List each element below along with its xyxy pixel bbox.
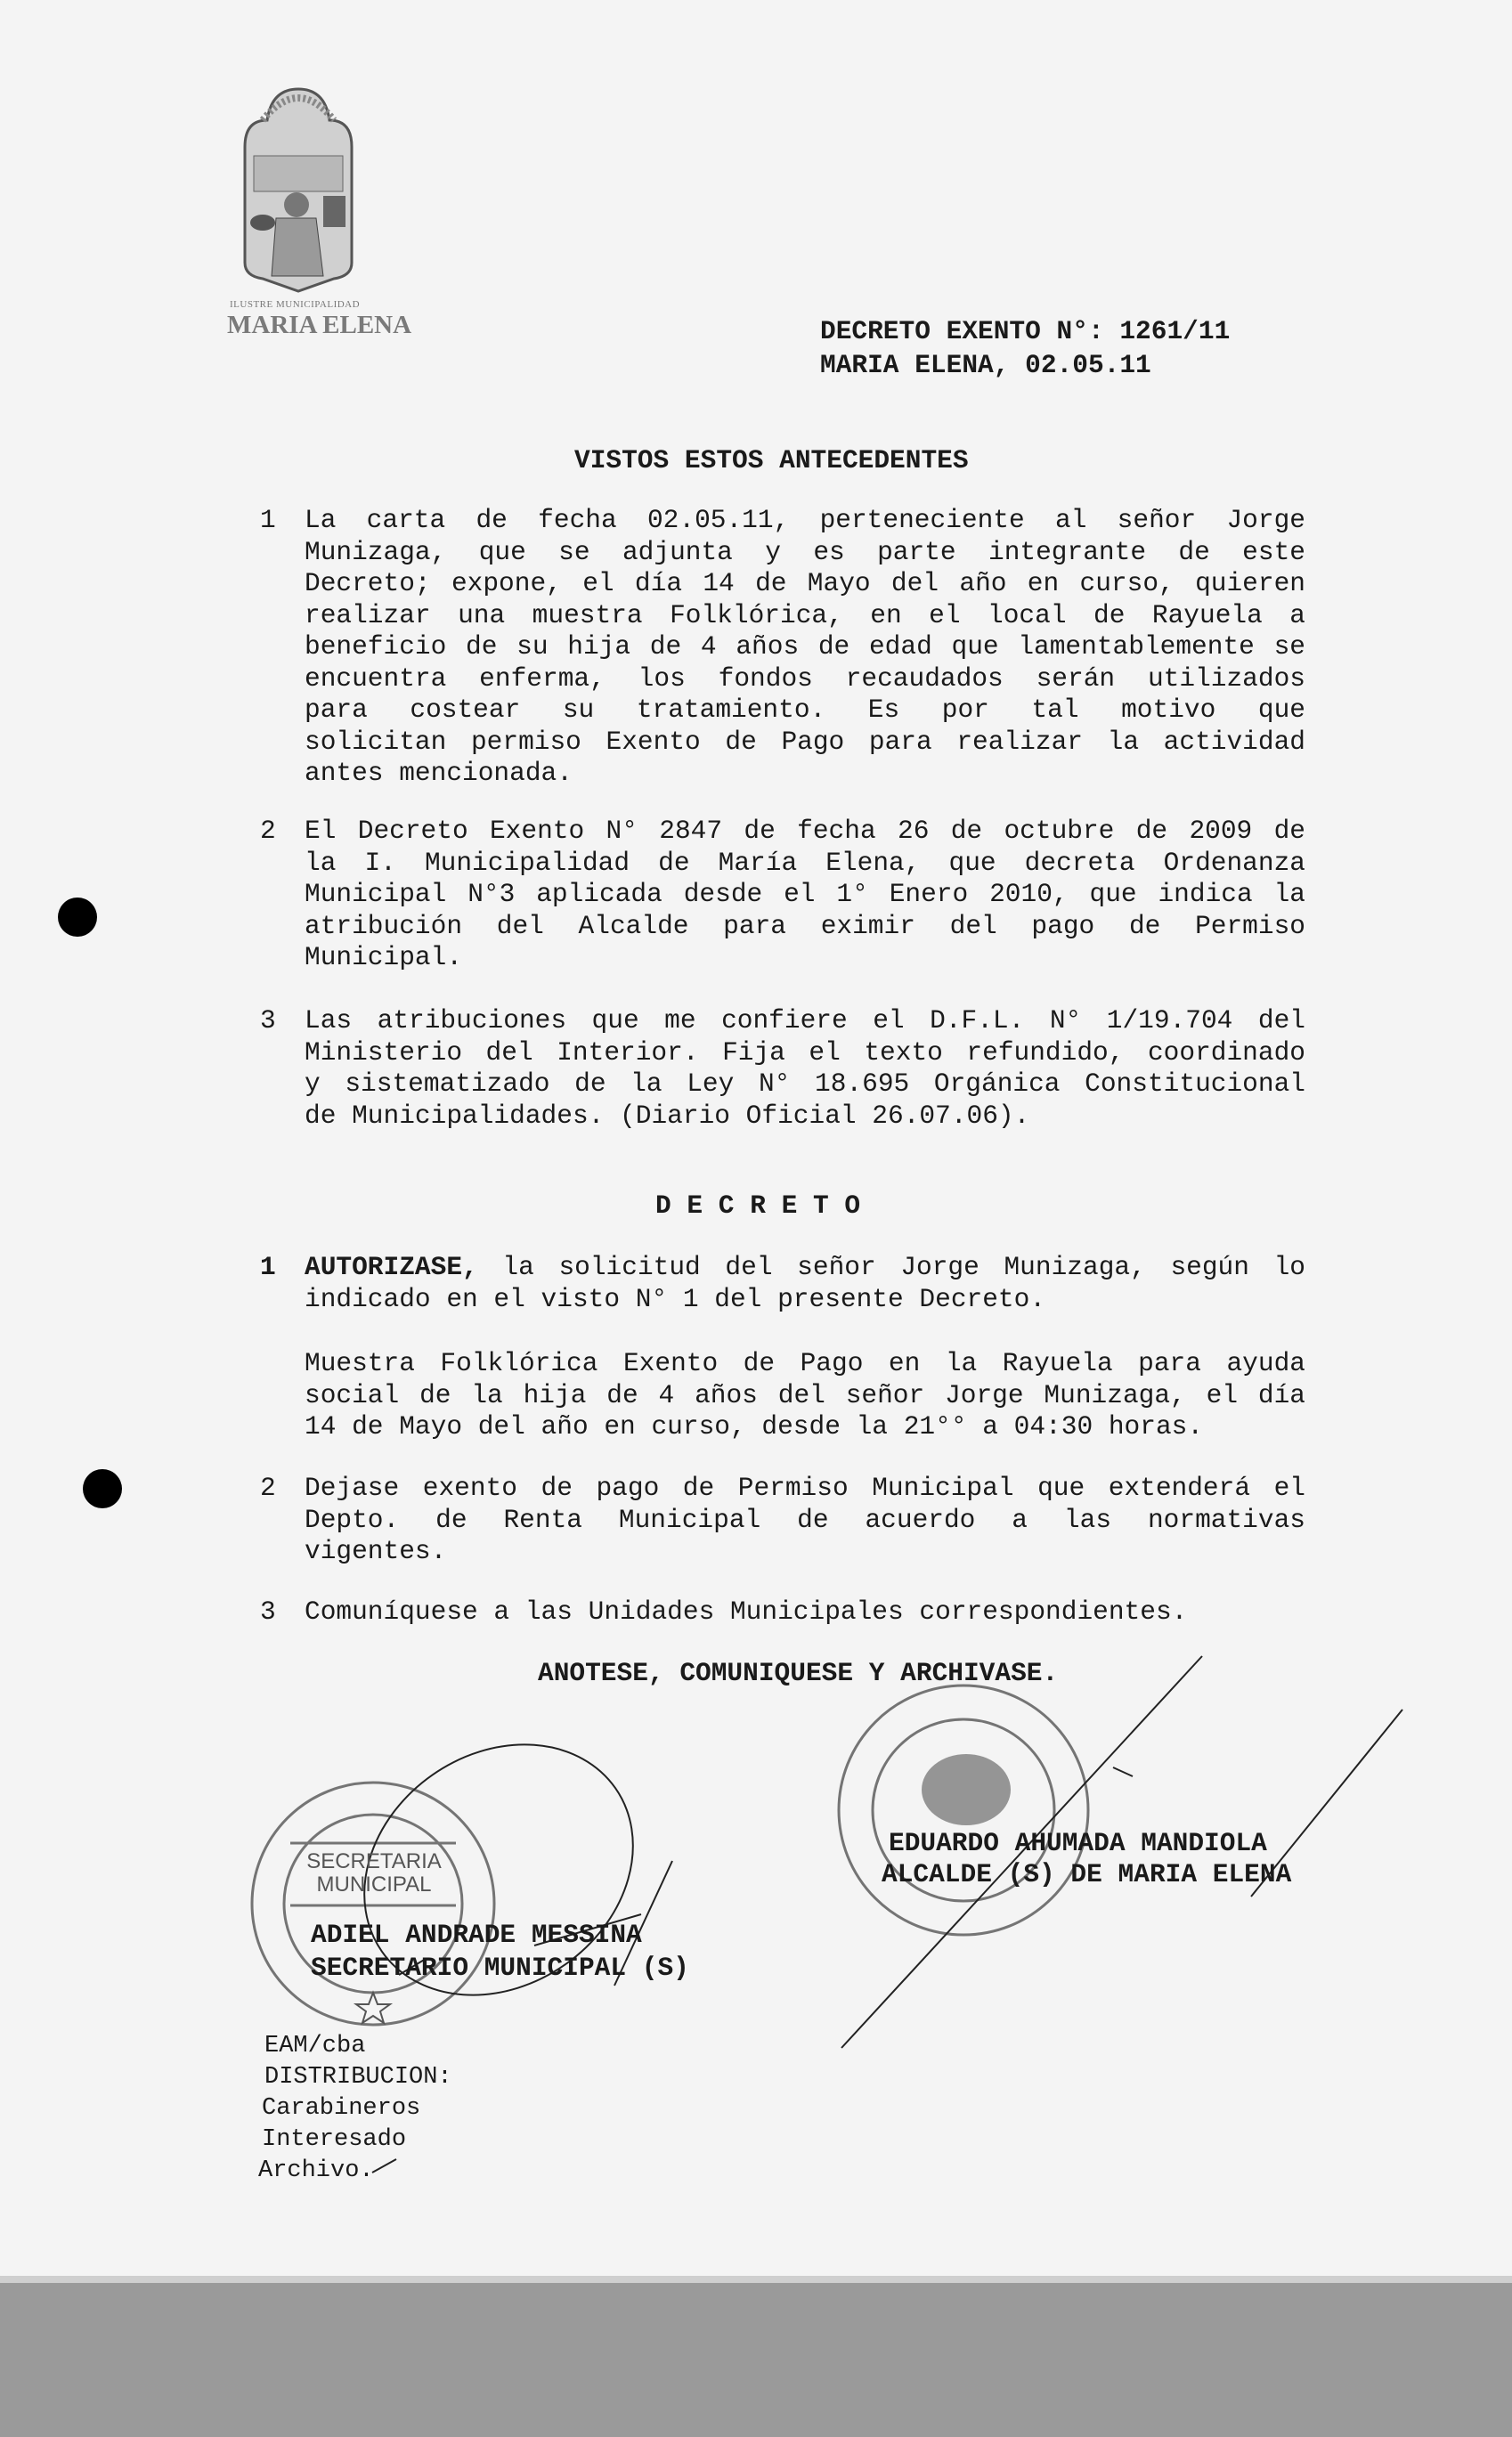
distribution-item: Carabineros — [262, 2095, 421, 2122]
text-line: Depto. de Renta Municipal de acuerdo a las normativas — [305, 1504, 1305, 1535]
text-line: Muestra Folklórica Exento de Pago en la Rayuela para ayuda — [305, 1348, 1305, 1378]
letterhead-name: MARIA ELENA — [227, 311, 412, 339]
distribution-item: Interesado — [262, 2126, 407, 2153]
handwritten-signatures — [315, 1656, 1402, 2173]
text-line: solicitan permiso Exento de Pago para realizar la actividad — [305, 726, 1305, 757]
visto-2-number: 2 — [260, 816, 276, 846]
text-line: Las atribuciones que me confiere el D.F.L. N° 1/19.704 del — [305, 1005, 1305, 1036]
text-line: La carta de fecha 02.05.11, perteneciente al señor Jorge — [305, 505, 1305, 535]
text-line: Municipal. — [305, 942, 463, 972]
decreto-1-line: indicado en el visto N° 1 del presente Decreto. — [305, 1283, 1046, 1314]
decreto-title: D E C R E T O — [655, 1190, 861, 1221]
decreto-2-number: 2 — [260, 1473, 276, 1503]
punch-hole — [58, 898, 97, 937]
text-line: vigentes. — [305, 1536, 447, 1566]
initials: EAM/cba — [264, 2033, 366, 2059]
text-line: social de la hija de 4 años del señor Jorge Munizaga, el día — [305, 1379, 1305, 1410]
text-line: encuentra enferma, los fondos recaudados serán utilizados — [305, 662, 1305, 694]
place-date: MARIA ELENA, 02.05.11 — [820, 350, 1151, 380]
vistos-title: VISTOS ESTOS ANTECEDENTES — [574, 445, 969, 475]
alcaldia-stamp-emblem — [922, 1754, 1011, 1825]
mayor-role: ALCALDE (S) DE MARIA ELENA — [882, 1859, 1292, 1889]
authorize-keyword: AUTORIZASE, — [305, 1252, 478, 1282]
text-line: Decreto; expone, el día 14 de Mayo del año en curso, quieren — [305, 568, 1305, 598]
text-line: Munizaga, que se adjunta y es parte integrante de este — [305, 536, 1305, 567]
text-line: Ministerio del Interior. Fija el texto refundido, coordinado — [305, 1036, 1305, 1068]
decreto-1-number: 1 — [260, 1252, 276, 1282]
closing-formula: ANOTESE, COMUNIQUESE Y ARCHIVASE. — [538, 1658, 1059, 1688]
text-line: 14 de Mayo del año en curso, desde la 21°° a 04:30 horas. — [305, 1411, 1204, 1442]
text-line: Comuníquese a las Unidades Municipales correspondientes. — [305, 1596, 1188, 1627]
visto-1-number: 1 — [260, 505, 276, 535]
secretaria-stamp-center-text: SECRETARIA MUNICIPAL — [306, 1849, 442, 1897]
text-line: beneficio de su hija de 4 años de edad que lamentablemente se — [305, 631, 1305, 662]
decreto-1-line-text: la solicitud del señor Jorge Munizaga, según lo — [502, 1252, 1306, 1282]
secretary-role: SECRETARIO MUNICIPAL (S) — [311, 1953, 689, 1983]
text-line: realizar una muestra Folklórica, en el local de Rayuela a — [305, 599, 1305, 630]
secretaria-stamp — [252, 1783, 494, 2025]
text-line: la I. Municipalidad de María Elena, que decreta Ordenanza — [305, 847, 1305, 878]
distribution-item: Archivo. — [258, 2157, 374, 2184]
text-line: antes mencionada. — [305, 758, 573, 788]
text-line: para costear su tratamiento. Es por tal motivo que — [305, 695, 1305, 725]
text-line: El Decreto Exento N° 2847 de fecha 26 de octubre de 2009 de — [305, 816, 1305, 846]
scan-bottom-edge — [0, 2276, 1512, 2437]
visto-3-number: 3 — [260, 1005, 276, 1036]
mayor-name: EDUARDO AHUMADA MANDIOLA — [889, 1828, 1267, 1858]
decreto-3-number: 3 — [260, 1596, 276, 1627]
text-line: atribución del Alcalde para eximir del pago de Permiso — [305, 910, 1305, 941]
punch-hole — [83, 1469, 122, 1508]
text-line: de Municipalidades. (Diario Oficial 26.07.06). — [305, 1100, 1030, 1131]
secretary-name: ADIEL ANDRADE MESSINA — [311, 1920, 642, 1950]
distribution-label: DISTRIBUCION: — [264, 2064, 452, 2091]
letterhead-subtitle: ILUSTRE MUNICIPALIDAD — [230, 299, 361, 310]
text-line: Dejase exento de pago de Permiso Municipal que extenderá el — [305, 1473, 1305, 1503]
decree-number: DECRETO EXENTO N°: 1261/11 — [820, 316, 1231, 346]
star-icon — [356, 1993, 390, 2023]
text-line: y sistematizado de la Ley N° 18.695 Orgánica Constitucional — [305, 1068, 1305, 1099]
text-line: Municipal N°3 aplicada desde el 1° Enero 2010, que indica la — [305, 879, 1305, 909]
